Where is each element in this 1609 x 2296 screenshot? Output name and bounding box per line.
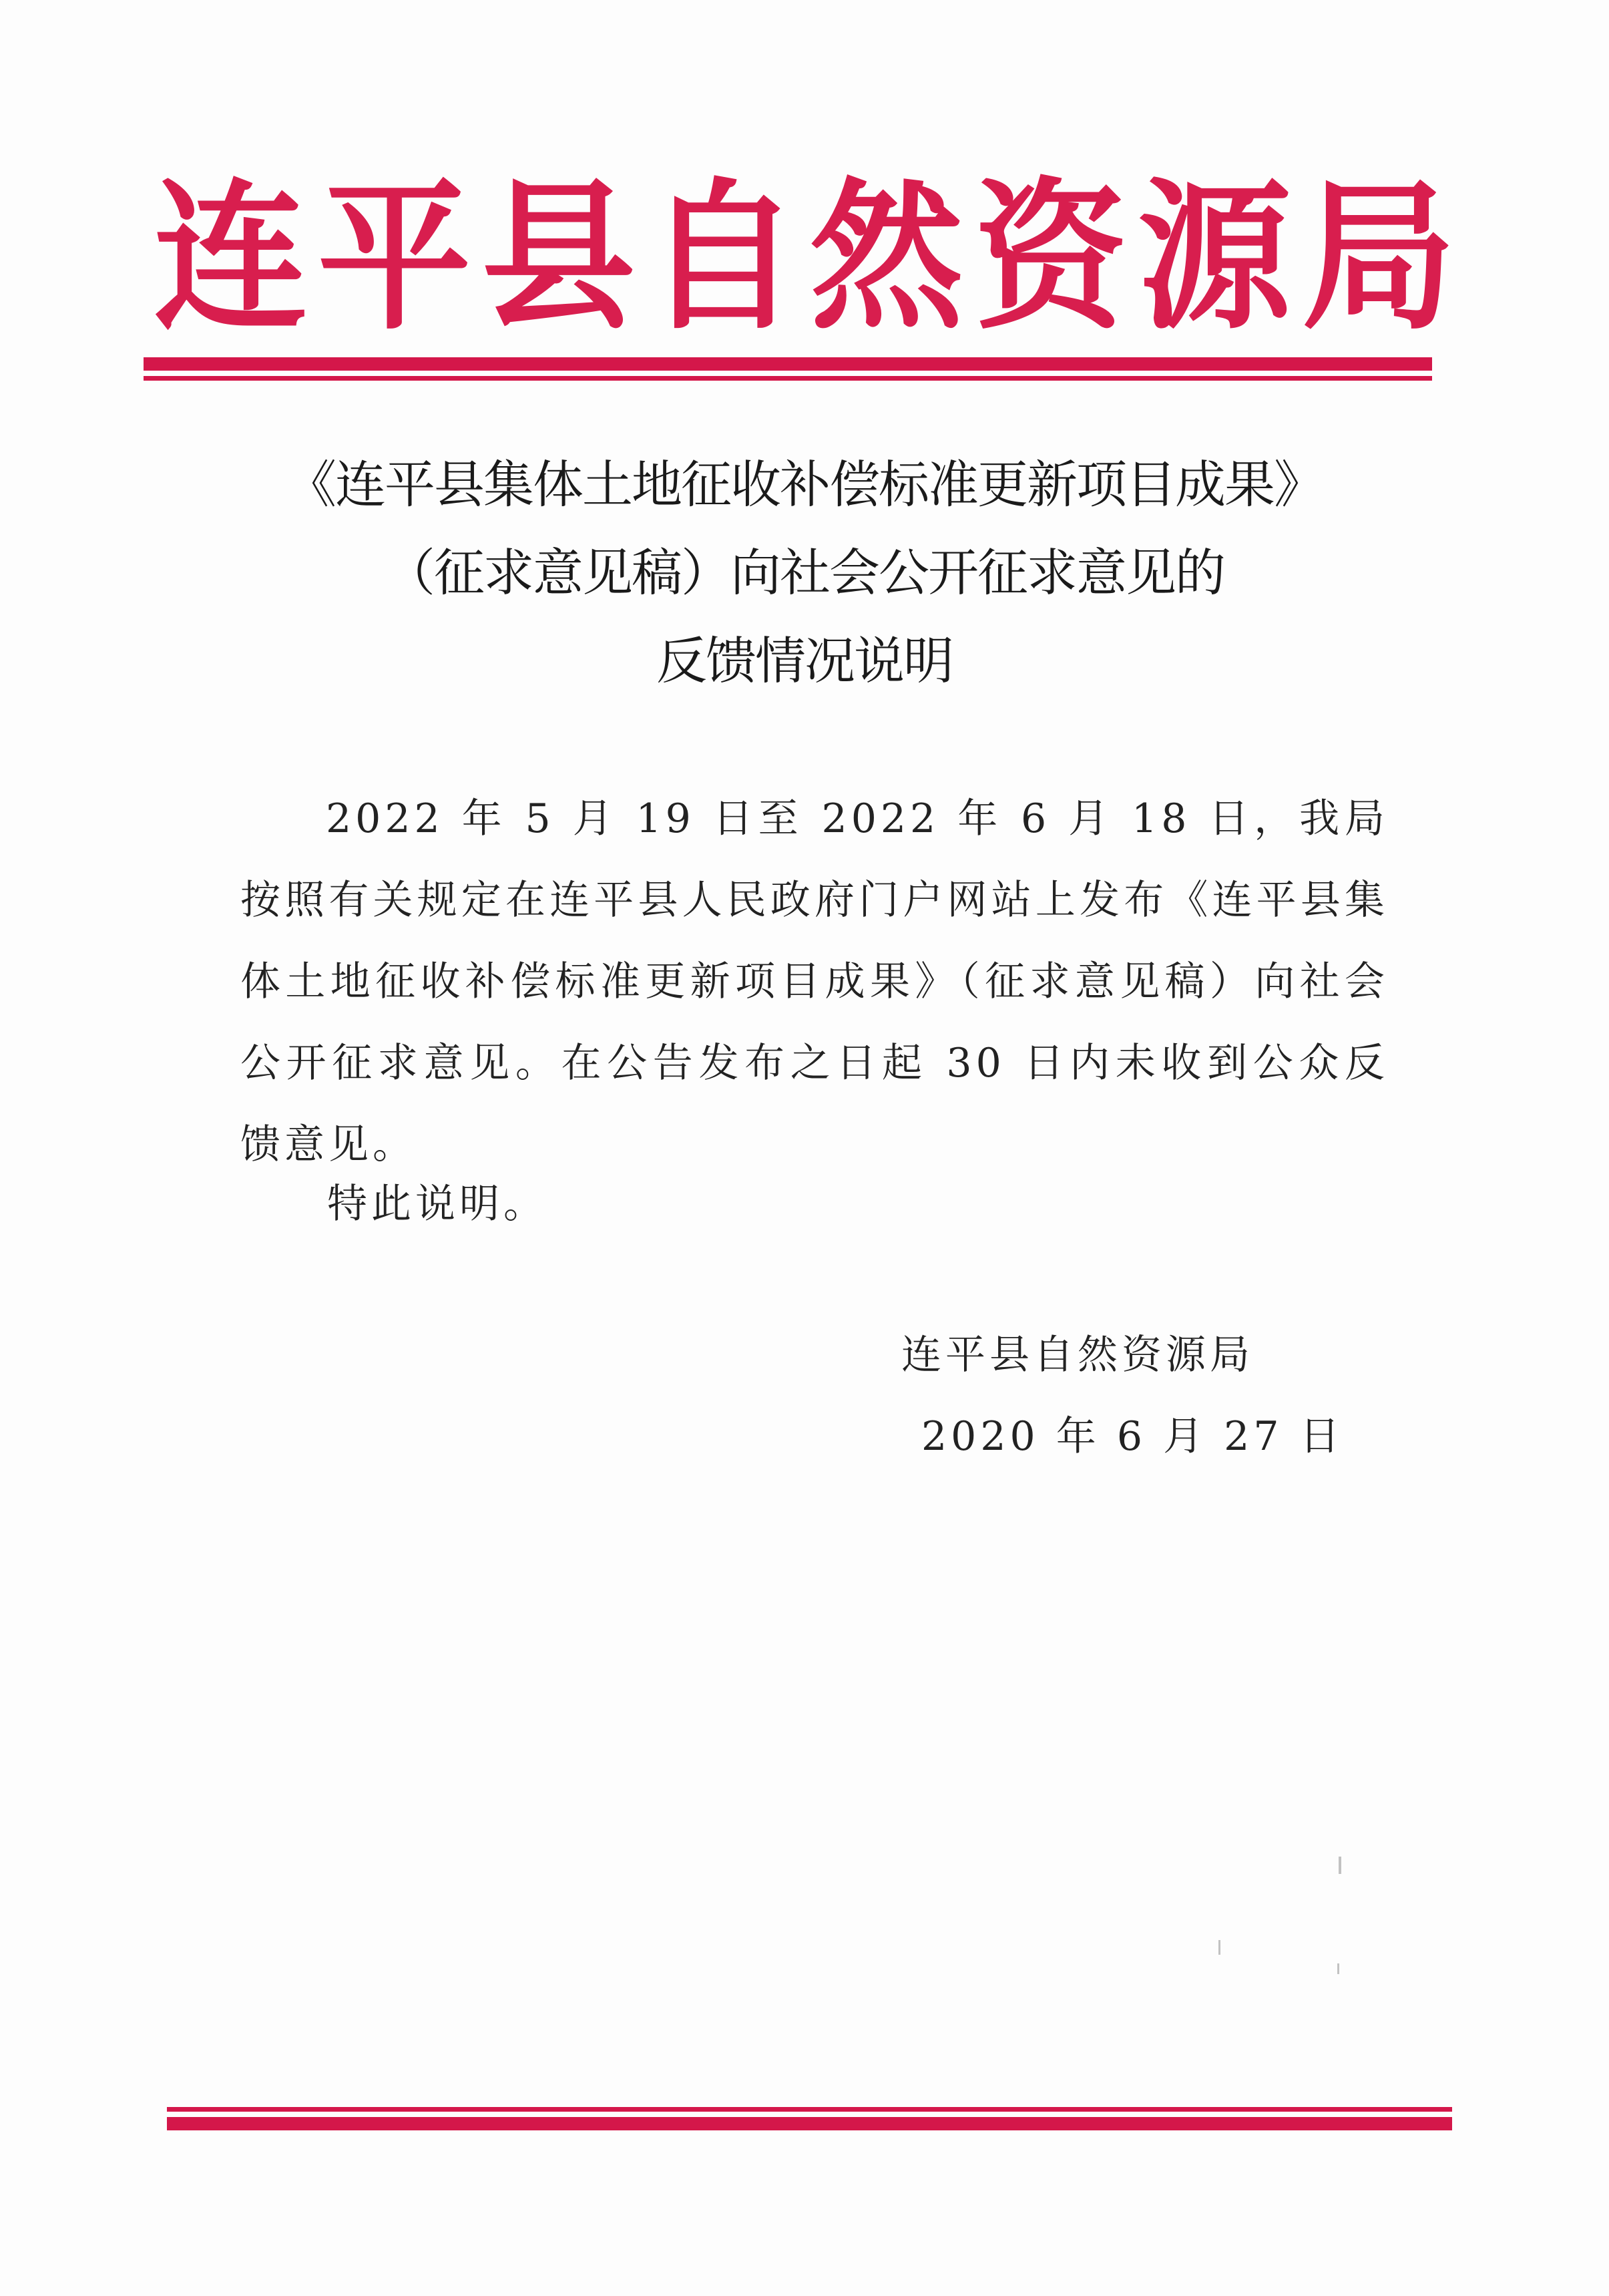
letterhead-char: 资 bbox=[973, 162, 1128, 352]
letterhead-char: 平 bbox=[317, 162, 471, 352]
letterhead-char: 县 bbox=[481, 162, 636, 352]
divider-thick-line bbox=[144, 357, 1432, 371]
signature-date: 2020 年 6 月 27 日 bbox=[921, 1413, 1344, 1460]
signature-block bbox=[901, 1314, 1344, 1477]
divider-thin-line bbox=[144, 376, 1432, 381]
title-line-3: 反馈情况说明 bbox=[656, 631, 953, 691]
letterhead-char: 局 bbox=[1301, 162, 1455, 352]
letterhead-char: 连 bbox=[154, 162, 308, 352]
letterhead-divider bbox=[144, 357, 1432, 381]
divider-thick-line bbox=[167, 2117, 1452, 2130]
scan-speck bbox=[1337, 1963, 1339, 1974]
footer-divider bbox=[167, 2107, 1452, 2130]
letterhead-title bbox=[154, 162, 1455, 352]
divider-thin-line bbox=[167, 2107, 1452, 2112]
signature-organization: 连平县自然资源局 bbox=[901, 1332, 1254, 1378]
title-line-1: 《连平县集体土地征收补偿标准更新项目成果》 bbox=[286, 455, 1323, 514]
closing-remark: 特此说明。 bbox=[327, 1181, 547, 1227]
title-line-2: （征求意见稿）向社会公开征求意见的 bbox=[385, 543, 1224, 602]
scan-speck bbox=[1339, 1857, 1341, 1874]
letterhead-char: 然 bbox=[809, 162, 963, 352]
body-paragraph: 2022 年 5 月 19 日至 2022 年 6 月 18 日，我局按照有关规定在连平县人民政府门户网站上发布《连平县集体土地征收补偿标准更新项目成果》（征求意见稿）向社会公开征求意见。在公告发布之日起 30 日内未收到公众反馈意见。 bbox=[240, 795, 1389, 1168]
letterhead-char: 自 bbox=[646, 162, 800, 352]
document-title bbox=[0, 441, 1609, 705]
letterhead-char: 源 bbox=[1138, 162, 1292, 352]
scan-speck bbox=[1218, 1940, 1220, 1955]
